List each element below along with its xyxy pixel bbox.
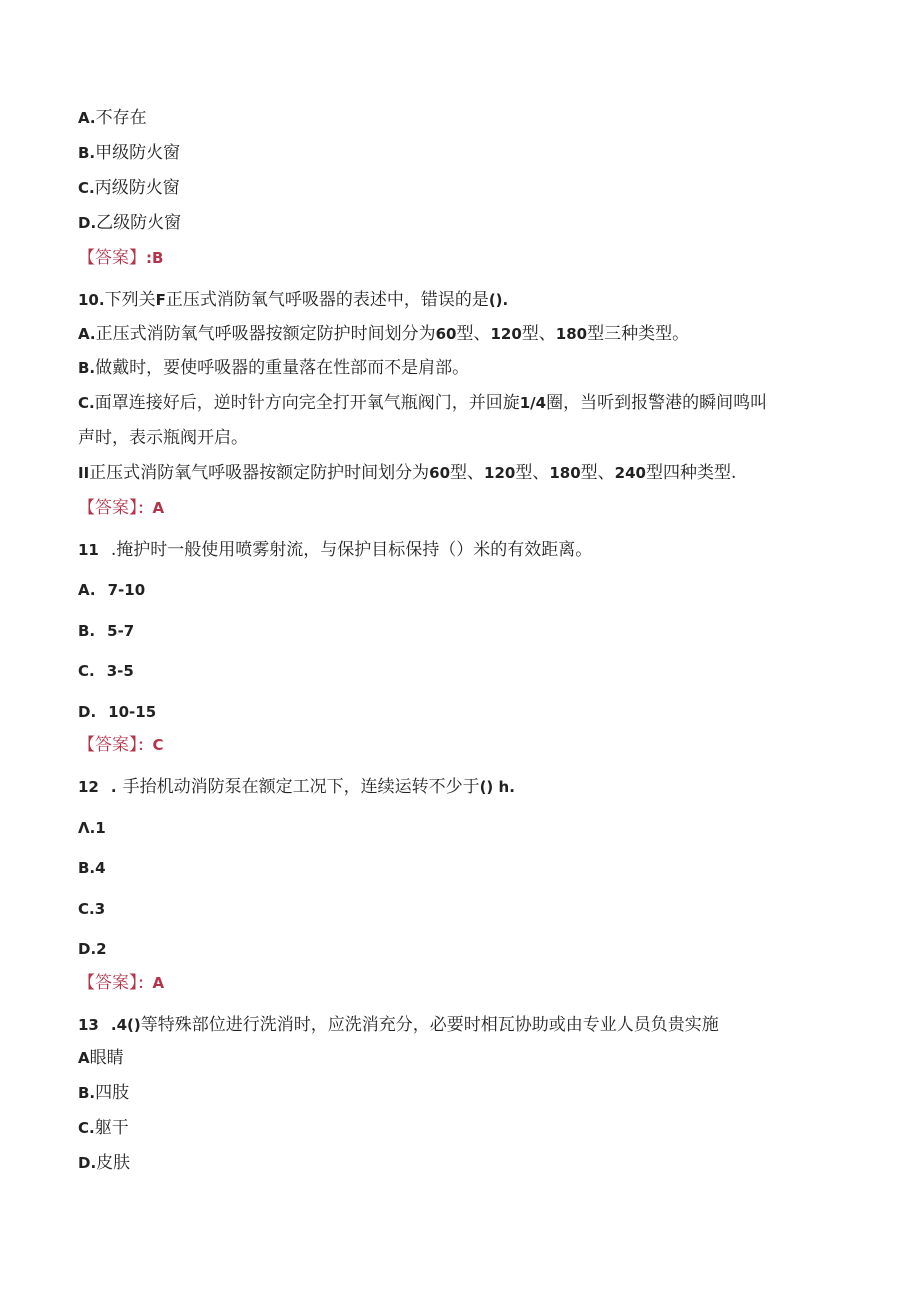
q12-stem: 12 . 手抬机动消防泵在额定工况下，连续运转不少于() h. — [78, 777, 515, 797]
q10-option-c: C.面罩连接好后，逆时针方向完全打开氧气瓶阀门，并回旋1/4圈，当听到报警港的瞬间鸣叫 — [78, 393, 768, 413]
q12-option-d: D.2 — [78, 940, 107, 958]
q11-option-c: C. 3-5 — [78, 662, 134, 680]
q13-option-a: A眼睛 — [78, 1048, 124, 1068]
q10-option-c-cont: 声时，表示瓶阀开启。 — [78, 428, 248, 448]
q9-option-b: B.甲级防火窗 — [78, 143, 181, 163]
q11-option-a: A. 7-10 — [78, 581, 146, 599]
q11-stem: 11 .掩护时一般使用喷雾射流，与保护目标保持（）米的有效距离。 — [78, 540, 593, 560]
q10-option-d: II正压式消防氧气呼吸器按额定防护时间划分为60型、120型、180型、240型四种类型. — [78, 463, 737, 483]
q9-answer: 【答案】:B — [78, 248, 164, 268]
q9-option-a: A.不存在 — [78, 108, 147, 128]
q10-answer: 【答案】：A — [78, 498, 165, 518]
q10-option-a: A.正压式消防氧气呼吸器按额定防护时间划分为60型、120型、180型三种类型。 — [78, 324, 690, 344]
q11-option-b: B. 5-7 — [78, 622, 135, 640]
q13-option-d: D.皮肤 — [78, 1153, 131, 1173]
q10-stem: 10.下列关F正压式消防氧气呼吸器的表述中，错误的是(). — [78, 290, 509, 310]
q13-option-c: C.躯干 — [78, 1118, 129, 1138]
q13-stem: 13 .4()等特殊部位进行洗消时，应洗消充分，必要时相瓦协助或由专业人员负贵实施 — [78, 1015, 719, 1035]
q9-option-c: C.丙级防火窗 — [78, 178, 180, 198]
q12-answer: 【答案】：A — [78, 973, 165, 993]
q12-option-b: B.4 — [78, 859, 106, 877]
q11-answer: 【答案】：C — [78, 735, 164, 755]
q11-option-d: D. 10-15 — [78, 703, 157, 721]
q13-option-b: B.四肢 — [78, 1083, 130, 1103]
q9-option-d: D.乙级防火窗 — [78, 213, 182, 233]
q12-option-a: Λ.1 — [78, 819, 106, 837]
q12-option-c: C.3 — [78, 900, 106, 918]
q10-option-b: B.做戴时，要使呼吸器的重量落在性部而不是肩部。 — [78, 358, 470, 378]
